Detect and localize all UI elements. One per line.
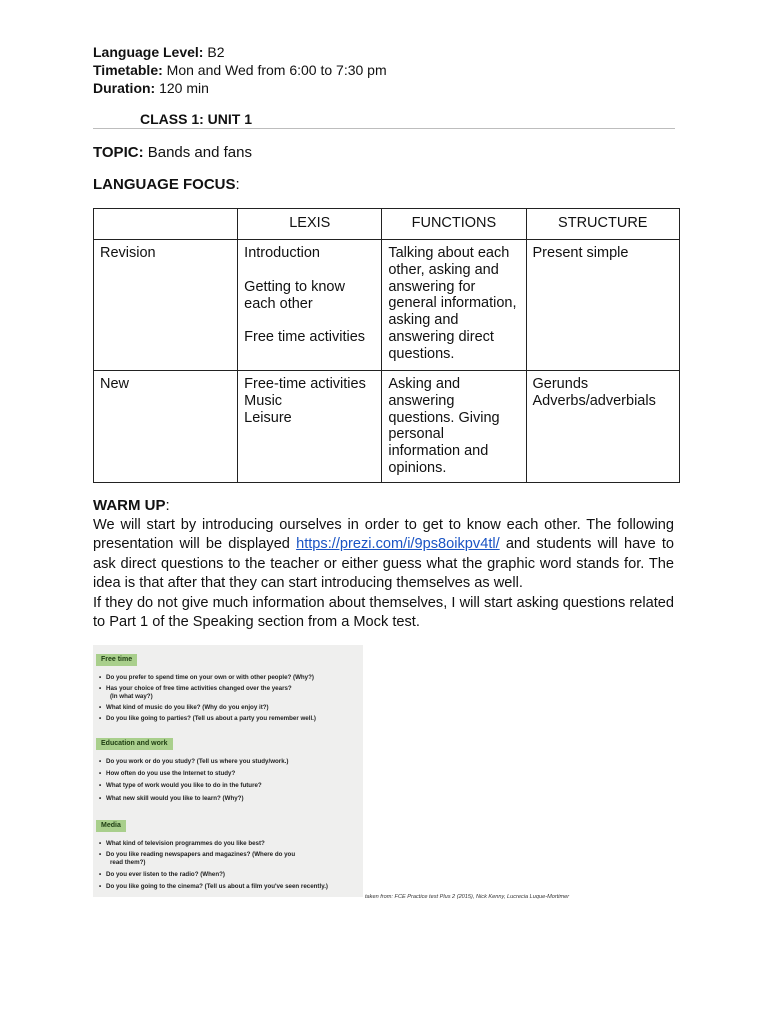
timetable-label: Timetable: bbox=[93, 62, 163, 78]
functions-cell: Talking about each other, asking and answering for general information, asking and answering direct questions. bbox=[382, 240, 526, 371]
header-cell-structure: STRUCTURE bbox=[526, 209, 679, 240]
question-item: • What kind of music do you like? (Why do you enjoy it?) bbox=[99, 704, 269, 711]
paragraph-text: and students will have to ask direct questions to the teacher or either guess what the graphic word stands for. The idea is that after that they can start introducing themselves as well. bbox=[93, 536, 675, 592]
warm-up-paragraph-2: If they do not give much information about themselves, I will start asking questions related to Part 1 of the Speaking section from a Mock test. bbox=[93, 595, 674, 631]
question-item: • Do you like going to parties? (Tell us about a party you remember well.) bbox=[99, 715, 316, 722]
functions-cell: Asking and answering questions. Giving personal information and opinions. bbox=[382, 371, 526, 483]
structure-cell: Present simple bbox=[526, 240, 679, 371]
structure-item: Gerunds bbox=[532, 376, 589, 392]
section-header-media: Media bbox=[96, 820, 126, 832]
row-label: New bbox=[94, 371, 238, 483]
timetable-line bbox=[93, 61, 387, 79]
title-divider bbox=[93, 128, 675, 129]
warm-up-heading bbox=[93, 497, 170, 514]
header-cell-lexis: LEXIS bbox=[238, 209, 382, 240]
warm-up-label: WARM UP bbox=[93, 497, 166, 514]
table-header-row bbox=[94, 209, 680, 240]
question-item: • Do you like going to the cinema? (Tell us about a film you've seen recently.) bbox=[99, 883, 328, 890]
language-level-label: Language Level: bbox=[93, 44, 204, 60]
lexis-cell bbox=[238, 240, 382, 371]
question-item: • Has your choice of free time activities changed over the years? (In what way?) bbox=[99, 685, 292, 700]
row-label: Revision bbox=[94, 240, 238, 371]
topic-line bbox=[93, 144, 252, 162]
duration-label: Duration: bbox=[93, 80, 156, 96]
lexis-item: Getting to know each other bbox=[244, 278, 345, 312]
image-credit: taken from: FCE Practice test Plus 2 (2015), Nick Kenny, Lucrecia Luque-Mortimer bbox=[365, 894, 570, 900]
warm-up-paragraph-1 bbox=[93, 516, 674, 594]
lexis-cell bbox=[238, 371, 382, 483]
header-cell-empty bbox=[94, 209, 238, 240]
language-focus-heading bbox=[93, 176, 240, 194]
question-item: • How often do you use the Internet to study? bbox=[99, 770, 236, 777]
question-item: • Do you work or do you study? (Tell us where you study/work.) bbox=[99, 758, 289, 765]
lexis-item: Music bbox=[244, 392, 283, 409]
language-focus-label: LANGUAGE FOCUS bbox=[93, 176, 236, 193]
speaking-questions-image bbox=[93, 645, 363, 897]
question-item: • Do you like reading newspapers and magazines? (Where do you read them?) bbox=[99, 851, 296, 866]
timetable-value: Mon and Wed from 6:00 to 7:30 pm bbox=[162, 62, 387, 78]
language-level-line bbox=[93, 43, 224, 61]
section-header-education-work: Education and work bbox=[96, 738, 173, 750]
paragraph-text: We will start by introducing ourselves in order to get to know each other. The following presentation will be displayed bbox=[93, 517, 674, 553]
topic-value: Bands and fans bbox=[143, 144, 252, 161]
question-item: • Do you prefer to spend time on your own or with other people? (Why?) bbox=[99, 674, 314, 681]
question-item: • What new skill would you like to learn? (Why?) bbox=[99, 795, 244, 802]
structure-cell bbox=[526, 371, 679, 483]
section-header-free-time: Free time bbox=[96, 654, 137, 666]
lexis-item: Free time activities bbox=[244, 329, 366, 346]
lexis-item: Introduction bbox=[244, 245, 320, 261]
topic-label: TOPIC: bbox=[93, 144, 144, 161]
table-row-revision bbox=[94, 240, 680, 371]
prezi-link[interactable]: https://prezi.com/i/9ps8oikpv4tl/ bbox=[296, 536, 500, 553]
question-item: • Do you ever listen to the radio? (When?) bbox=[99, 871, 225, 878]
structure-item: Adverbs/adverbials bbox=[532, 392, 656, 409]
language-focus-table bbox=[93, 208, 680, 483]
class-title: CLASS 1: UNIT 1 bbox=[140, 111, 253, 127]
question-item: • What kind of television programmes do you like best? bbox=[99, 840, 265, 847]
duration-value: 120 min bbox=[155, 80, 209, 96]
table-row-new bbox=[94, 371, 680, 483]
duration-line bbox=[93, 79, 209, 97]
language-focus-colon: : bbox=[235, 176, 240, 193]
language-level-value: B2 bbox=[203, 44, 225, 60]
question-item: • What type of work would you like to do in the future? bbox=[99, 782, 262, 789]
lexis-item: Leisure bbox=[244, 409, 292, 426]
header-cell-functions: FUNCTIONS bbox=[382, 209, 526, 240]
warm-up-colon: : bbox=[165, 497, 170, 514]
lexis-item: Free-time activities bbox=[244, 376, 366, 392]
